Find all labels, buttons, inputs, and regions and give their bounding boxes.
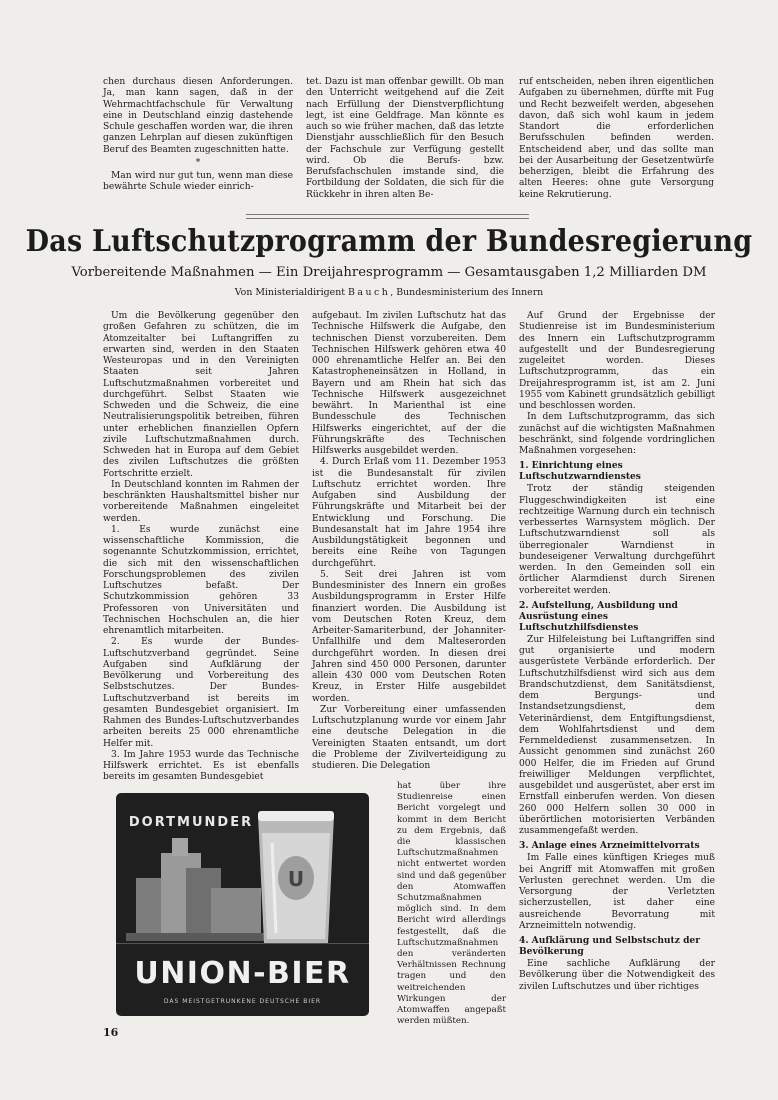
col2-para3: 5. Seit drei Jahren ist vom Bundesminister des Innern ein großes Ausbildungsprogramm in Erster Hilfe finanziert worden. Die Ausbildung ist vom Deutschen Roten Kreuz, dem Arbeiter-Samariterbund, der Johanniter-Unfallhilfe und dem Malteserorden durchgeführt worden. In diesen drei Jahren sind 450 000 Personen, darunter allein 430 000 vom Deutschen Roten Kreuz, in Erster Hilfe ausgebildet worden. [312, 569, 506, 704]
col3-heading-warndienst: 1. Einrichtung eines Luftschutzwarndienstes [519, 460, 641, 483]
page-number: 16 [103, 1026, 119, 1039]
col1-para5: 3. Im Jahre 1953 wurde das Technische Hilfswerk errichtet. Es ist ebenfalls bereits im gesamten Bundesgebiet [103, 749, 299, 783]
top-col1-para1: chen durchaus diesen Anforderungen. Ja, man kann sagen, daß in der Wehrmachtfachschule für Verwaltung eine in Deutschland einzig dastehende Schule geschaffen worden war, die ihren ganzen Lehrplan auf diesen zukünftigen Beruf des Beamten zugeschnitten hatte. [103, 77, 293, 155]
col2-para2: 4. Durch Erlaß vom 11. Dezember 1953 ist die Bundesanstalt für zivilen Luftschutz errichtet worden. Ihre Aufgaben sind Ausbildung der Führungskräfte und Mitarbeit bei der Entwicklung und Forschung. Die Bundesanstalt hat im Jahre 1954 ihre Ausbildungstätigkeit begonnen und bereits eine Reihe von Tagungen durchgeführt. [312, 457, 506, 569]
separator-rule-bottom [246, 218, 529, 219]
col3-heading-arzneimittel: 3. Anlage eines Arzneimittelvorrats [519, 840, 700, 852]
top-column-3 [519, 77, 714, 201]
col3-intro-para1: Auf Grund der Ergebnisse der Studienreise ist im Bundesministerium des Innern ein Luftschutzprogramm aufgestellt und der Bundesregierung zugeleitet worden. Dieses Luftschutzprogramm, das ein Dreijahresprogramm ist, ist am 2. Juni 1955 vom Kabinett grundsätzlich gebilligt und beschlossen worden. [519, 311, 715, 411]
col3-text-hilfsdienst: Zur Hilfeleistung bei Luftangriffen sind gut organisierte und modern ausgerüstete Verbände erforderlich. Der Luftschutzhilfsdienst wird sich aus dem Brandschutzdienst, dem Sanitätsdienst, dem Bergungs- und Instandsetzungsdienst, dem Veterinärdienst, dem Entgiftungsdienst, dem Wohlfahrtsdienst und dem Fernmeldedienst zusammensetzen. In Aussicht genommen sind zunächst 260 000 Helfer, die im Frieden auf Grund freiwilliger Meldungen verpflichtet, ausgebildet und ausgerüstet, aber erst im Ernstfall einberufen werden. Von diesen 260 000 Helfern sollen 30 000 in überörtlichen motorisierten Verbänden zusammengefaßt werden. [519, 634, 715, 836]
col3-intro-para2: In dem Luftschutzprogramm, das sich zunächst auf die wichtigsten Maßnahmen beschränkt, sind folgende vordringlichen Maßnahmen vorgesehen: [519, 412, 715, 456]
article-subtitle: Vorbereitende Maßnahmen — Ein Dreijahresprogramm — Gesamtausgaben 1,2 Milliarden DM [71, 265, 707, 280]
byline-prefix: Von Ministerialdirigent [234, 287, 345, 298]
article-column-1 [103, 311, 299, 784]
section-separator-star: * [195, 157, 201, 168]
col1-para2: In Deutschland konnten im Rahmen der beschränkten Haushaltsmittel bisher nur vorbereitende Maßnahmen eingeleitet werden. [103, 479, 299, 524]
col2-para4: Zur Vorbereitung einer umfassenden Luftschutzplanung wurde vor einem Jahr eine deutsche Delegation in die Vereinigten Staaten entsandt, um dort die Probleme der Zivilverteidigung zu studieren. Die Delegation [312, 704, 506, 771]
article-column-2 [312, 311, 506, 772]
col1-para1: Um die Bevölkerung gegenüber den großen Gefahren zu schützen, die im Atomzeitalter bei Luftangriffen zu erwarten sind, werden in den Staaten Westeuropas und in den Vereinigten Staaten seit Jahren Luftschutzmaßnahmen vorbereitet und durchgeführt. Selbst Staaten wie Schweden und die Schweiz, die eine Neutralisierungspolitik betreiben, führen unter erheblichen finanziellen Opfern zivile Luftschutzmaßnahmen durch. Schweden hat in Europa auf dem Gebiet des zivilen Luftschutzes die größten Fortschritte erzielt. [103, 311, 299, 479]
col1-para4: 2. Es wurde der Bundes-Luftschutzverband gegründet. Seine Aufgaben sind Aufklärung der Bevölkerung und Vorbereitung des Selbstschutzes. Der Bundes-Luftschutzverband ist bereits im gesamten Bundesgebiet organisiert. Im Rahmen des Bundes-Luftschutzverbandes arbeiten bereits 25 000 ehrenamtliche Helfer mit. [103, 637, 299, 749]
col2-narrow-para: hat über ihre Studienreise einen Bericht vorgelegt und kommt in dem Bericht zu dem Ergebnis, daß die klassischen Luftschutzmaßnahmen nicht entwertet worden sind und daß gegenüber den Atomwaffen Schutzmaßnahmen möglich sind. In dem Bericht wird allerdings festgestellt, daß die Luftschutzmaßnahmen den veränderten Verhältnissen Rechnung tragen und den weitreichenden Wirkungen der Atomwaffen angepaßt werden müßten. [397, 781, 506, 1027]
article-byline [0, 287, 778, 298]
col1-para3: 1. Es wurde zunächst eine wissenschaftliche Kommission, die sogenannte Schutzkommission, errichtet, die sich mit den wissenschaftlichen Forschungsproblemen des zivilen Luftschutzes befaßt. Der Schutzkommission gehören 33 Professoren von Universitäten und Technischen Hochschulen an, die hier ehrenamtlich mitarbeiten. [103, 524, 299, 636]
article-column-3 [519, 311, 715, 993]
col3-heading-selbstschutz: 4. Aufklärung und Selbstschutz der Bevölkerung [519, 935, 701, 957]
separator-rule-top [246, 214, 529, 215]
col3-text-warndienst: Trotz der ständig steigenden Fluggeschwindigkeiten ist eine rechtzeitige Warnung durch ein technisch verbessertes Warnsystem möglich. Der Luftschutzwarndienst soll als überregionaler Warndienst in bundeseigener Verwaltung durchgeführt werden. In den Gemeinden soll ein örtlicher Alarmdienst durch Sirenen vorbereitet werden. [519, 484, 715, 596]
top-col1-para2: Man wird nur gut tun, wenn man diese bewährte Schule wieder einrich- [103, 171, 293, 193]
col3-text-arzneimittel: Im Falle eines künftigen Krieges muß bei Angriff mit Atomwaffen mit großen Verlusten gerechnet werden. Um die Versorgung der Verletzten sicherzustellen, ist daher eine ausreichende Bevorratung mit Arzneimitteln notwendig. [519, 853, 715, 931]
col2-para1: aufgebaut. Im zivilen Luftschutz hat das Technische Hilfswerk die Aufgabe, den technischen Dienst vorzubereiten. Dem Technischen Hilfswerk gehören etwa 40 000 ehrenamtliche Helfer an. Bei den Katastropheneinsätzen in Holland, in Bayern und am Rhein hat sich das Technische Hilfswerk ausgezeichnet bewährt. In Marienthal ist eine Bundesschule des Technischen Hilfswerks eingerichtet, auf der die Führungskräfte des Technischen Hilfswerks ausgebildet werden. [312, 311, 506, 456]
union-bier-advertisement [116, 793, 369, 1016]
article-headline: Das Luftschutzprogramm der Bundesregierung [25, 224, 753, 259]
byline-author: Bauch [347, 287, 391, 298]
ad-tagline: DAS MEISTGETRUNKENE DEUTSCHE BIER [163, 998, 322, 1005]
top-col3-para1: ruf entscheiden, neben ihren eigentlichen Aufgaben zu übernehmen, dürfte mit Fug und Recht bezweifelt werden, abgesehen davon, daß sich wohl kaum in jedem Standort die erforderlichen Berufsschulen befinden werden. Entscheidend aber, und das sollte man bei der Ausarbeitung der Gesetzentwürfe beherzigen, bleibt die Erfahrung des alten Heeres: ohne gute Versorgung keine Rekrutierung. [519, 77, 714, 200]
col3-heading-hilfsdienst: 2. Aufstellung, Ausbildung und Ausrüstung eines Luftschutzhilfsdienstes [519, 599, 678, 633]
ad-brand-top: DORTMUNDER [128, 815, 254, 830]
ad-brand-name: UNION-BIER [134, 956, 351, 991]
col3-text-selbstschutz: Eine sachliche Aufklärung der Bevölkerung über die Notwendigkeit des zivilen Luftschutzes und über richtiges [519, 959, 715, 992]
article-column-2-narrow [397, 781, 506, 1027]
top-column-2 [306, 77, 504, 201]
top-col2-para1: tet. Dazu ist man offenbar gewillt. Ob man den Unterricht weitgehend auf die Zeit nach Erfüllung der Dienstverpflichtung legt, ist eine Geldfrage. Man könnte es auch so wie früher machen, daß das letzte Dienstjahr ausschließlich für den Besuch der Fachschule zur Verfügung gestellt wird. Ob die Berufs- bzw. Berufsfachschulen imstande sind, die Fortbildung der Soldaten, die sich für die Rückkehr in ihren alten Be- [306, 77, 504, 200]
top-column-1 [103, 77, 293, 194]
glass-emblem-letter: U [287, 867, 305, 891]
byline-suffix: , Bundesministerium des Innern [390, 287, 544, 298]
brewery-building-icon [126, 838, 271, 941]
